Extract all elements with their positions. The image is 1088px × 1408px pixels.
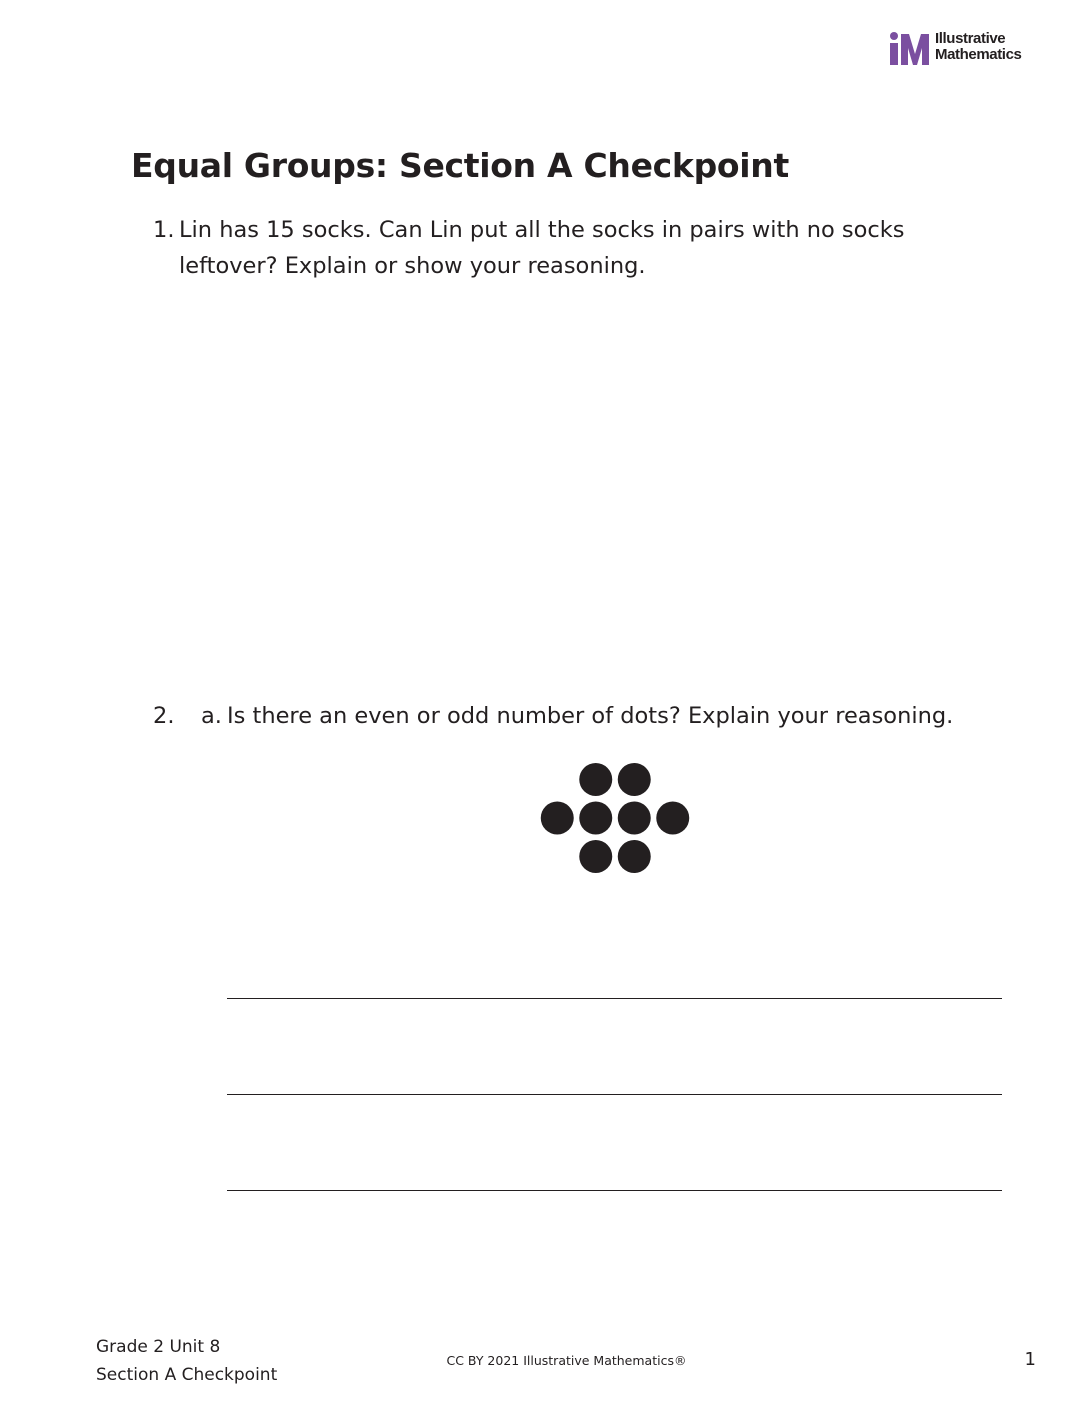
dot	[618, 840, 651, 873]
footer-section: Section A Checkpoint	[96, 1365, 278, 1385]
answer-line[interactable]	[227, 998, 1002, 999]
im-logo-mark-icon	[889, 32, 931, 66]
dot-arrangement-figure	[530, 758, 700, 884]
logo-wordmark	[935, 31, 1021, 63]
dot	[579, 802, 612, 835]
answer-line[interactable]	[227, 1190, 1002, 1191]
page-number: 1	[1024, 1349, 1036, 1370]
answer-line[interactable]	[227, 1094, 1002, 1095]
question-2a-label: a.	[201, 703, 222, 729]
question-1-text: Lin has 15 socks. Can Lin put all the socks in pairs with no socks leftover? Explain or show your reasoning.	[179, 217, 905, 279]
dot	[618, 802, 651, 835]
dot	[579, 840, 612, 873]
dot	[618, 763, 651, 796]
illustrative-mathematics-logo	[889, 30, 1039, 70]
page-title: Equal Groups: Section A Checkpoint	[131, 146, 789, 185]
question-2a-text: Is there an even or odd number of dots? Explain your reasoning.	[227, 703, 954, 729]
dot	[656, 802, 689, 835]
question-2-number: 2.	[153, 703, 175, 729]
footer-course: Grade 2 Unit 8	[96, 1337, 221, 1357]
dot	[541, 802, 574, 835]
footer-copyright: CC BY 2021 Illustrative Mathematics®	[446, 1353, 687, 1368]
logo-line-2: Mathematics	[935, 46, 1022, 63]
logo-line-1: Illustrative	[935, 30, 1006, 47]
dot	[579, 763, 612, 796]
question-1-number: 1.	[153, 217, 175, 243]
